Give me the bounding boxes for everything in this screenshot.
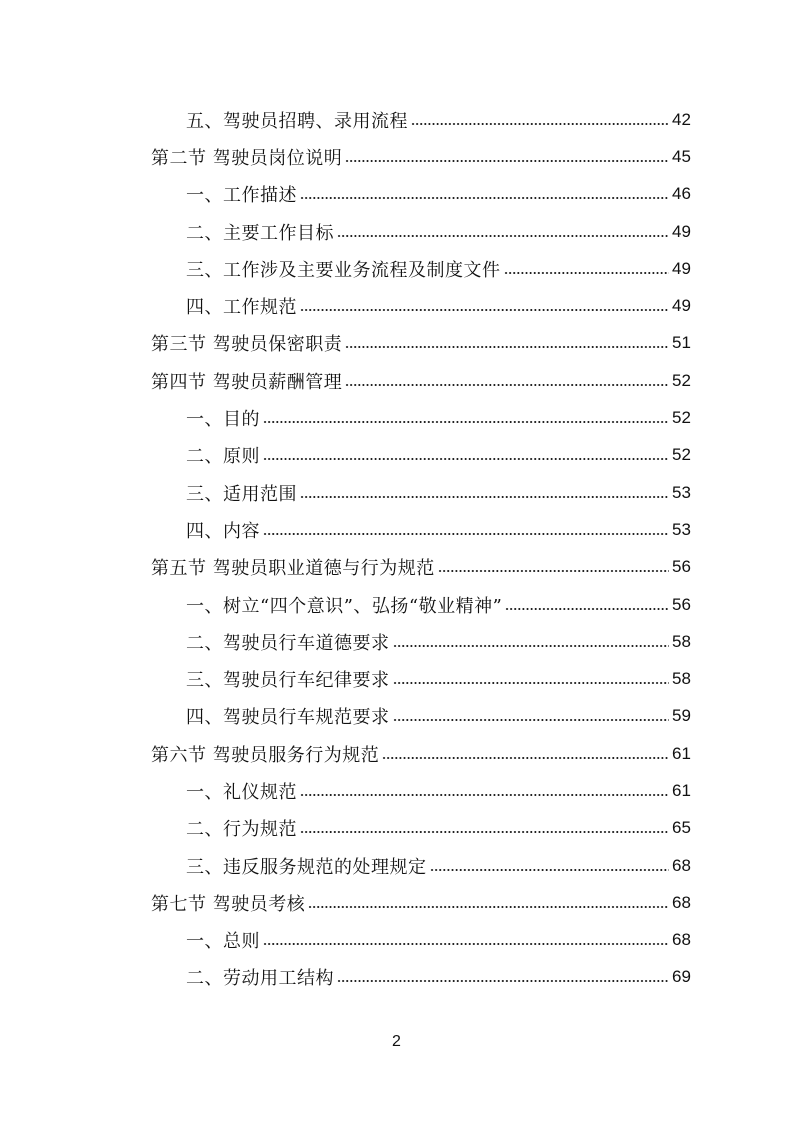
toc-entry-title: 三、违反服务规范的处理规定 <box>186 856 427 878</box>
toc-subsection-entry[interactable] <box>0 399 793 436</box>
toc-entry-page-number: 56 <box>672 557 691 577</box>
toc-entry-title: 四、驾驶员行车规范要求 <box>186 707 390 729</box>
toc-entry-page-number: 49 <box>672 296 691 316</box>
toc-entry-page-number: 49 <box>672 221 691 241</box>
toc-section-entry[interactable] <box>0 362 793 399</box>
toc-entry-page-number: 58 <box>672 631 691 651</box>
toc-entry-title: 二、行为规范 <box>186 819 297 841</box>
toc-entry-page-number: 46 <box>672 184 691 204</box>
toc-dot-leader <box>393 711 670 729</box>
toc-section-entry[interactable] <box>0 884 793 921</box>
toc-entry-title: 第五节 驾驶员职业道德与行为规范 <box>151 558 435 580</box>
toc-subsection-entry[interactable] <box>0 101 793 138</box>
toc-dot-leader <box>345 376 669 394</box>
toc-dot-leader <box>438 562 669 580</box>
toc-section-entry[interactable] <box>0 735 793 772</box>
toc-entry-page-number: 59 <box>672 706 691 726</box>
toc-subsection-entry[interactable] <box>0 474 793 511</box>
toc-dot-leader <box>263 413 669 431</box>
page-number: 2 <box>392 1033 401 1050</box>
toc-dot-leader <box>300 786 669 804</box>
toc-subsection-entry[interactable] <box>0 623 793 660</box>
toc-dot-leader <box>308 898 669 916</box>
toc-entry-title: 一、总则 <box>186 931 260 953</box>
toc-subsection-entry[interactable] <box>0 922 793 959</box>
toc-entry-page-number: 52 <box>672 445 691 465</box>
toc-entry-title: 三、工作涉及主要业务流程及制度文件 <box>186 259 501 281</box>
toc-entry-page-number: 68 <box>672 855 691 875</box>
toc-entry-page-number: 69 <box>672 967 691 987</box>
toc-dot-leader <box>300 301 669 319</box>
toc-entry-title: 第七节 驾驶员考核 <box>151 893 306 915</box>
toc-entry-page-number: 45 <box>672 146 691 166</box>
toc-subsection-entry[interactable] <box>0 586 793 623</box>
toc-dot-leader <box>505 600 669 618</box>
toc-entry-page-number: 56 <box>672 594 691 614</box>
toc-entry-title: 五、驾驶员招聘、录用流程 <box>186 110 408 132</box>
toc-subsection-entry[interactable] <box>0 287 793 324</box>
toc-dot-leader <box>393 674 670 692</box>
toc-dot-leader <box>263 525 669 543</box>
table-of-contents <box>0 101 793 996</box>
toc-entry-page-number: 52 <box>672 370 691 390</box>
toc-subsection-entry[interactable] <box>0 959 793 996</box>
toc-dot-leader <box>337 227 669 245</box>
toc-dot-leader <box>430 861 670 879</box>
toc-entry-page-number: 65 <box>672 818 691 838</box>
toc-subsection-entry[interactable] <box>0 698 793 735</box>
toc-section-entry[interactable] <box>0 549 793 586</box>
toc-entry-title: 二、主要工作目标 <box>186 222 334 244</box>
toc-entry-title: 二、驾驶员行车道德要求 <box>186 632 390 654</box>
toc-entry-page-number: 58 <box>672 669 691 689</box>
toc-subsection-entry[interactable] <box>0 511 793 548</box>
toc-entry-title: 第四节 驾驶员薪酬管理 <box>151 371 343 393</box>
toc-section-entry[interactable] <box>0 138 793 175</box>
toc-subsection-entry[interactable] <box>0 772 793 809</box>
toc-entry-page-number: 68 <box>672 930 691 950</box>
toc-subsection-entry[interactable] <box>0 176 793 213</box>
toc-entry-title: 三、驾驶员行车纪律要求 <box>186 670 390 692</box>
toc-subsection-entry[interactable] <box>0 213 793 250</box>
toc-dot-leader <box>345 152 669 170</box>
toc-entry-page-number: 52 <box>672 408 691 428</box>
toc-entry-title: 一、工作描述 <box>186 185 297 207</box>
toc-entry-title: 三、适用范围 <box>186 483 297 505</box>
toc-dot-leader <box>337 972 669 990</box>
toc-dot-leader <box>300 488 669 506</box>
toc-entry-page-number: 49 <box>672 258 691 278</box>
toc-subsection-entry[interactable] <box>0 660 793 697</box>
toc-subsection-entry[interactable] <box>0 250 793 287</box>
toc-entry-title: 一、树立“四个意识”、弘扬“敬业精神” <box>186 595 503 617</box>
toc-entry-title: 二、原则 <box>186 446 260 468</box>
toc-entry-title: 第三节 驾驶员保密职责 <box>151 334 343 356</box>
toc-entry-page-number: 51 <box>672 333 691 353</box>
toc-entry-title: 二、劳动用工结构 <box>186 968 334 990</box>
toc-dot-leader <box>263 450 669 468</box>
toc-dot-leader <box>382 749 669 767</box>
toc-subsection-entry[interactable] <box>0 437 793 474</box>
toc-entry-title: 一、礼仪规范 <box>186 781 297 803</box>
toc-subsection-entry[interactable] <box>0 810 793 847</box>
toc-entry-title: 四、内容 <box>186 520 260 542</box>
toc-entry-page-number: 61 <box>672 780 691 800</box>
toc-entry-title: 四、工作规范 <box>186 297 297 319</box>
toc-dot-leader <box>300 189 669 207</box>
toc-dot-leader <box>300 823 669 841</box>
toc-subsection-entry[interactable] <box>0 847 793 884</box>
toc-dot-leader <box>393 637 670 655</box>
toc-entry-title: 第二节 驾驶员岗位说明 <box>151 147 343 169</box>
toc-entry-page-number: 42 <box>672 109 691 129</box>
toc-entry-title: 一、目的 <box>186 409 260 431</box>
toc-dot-leader <box>504 264 670 282</box>
toc-entry-page-number: 53 <box>672 482 691 502</box>
toc-dot-leader <box>345 338 669 356</box>
toc-entry-title: 第六节 驾驶员服务行为规范 <box>151 744 380 766</box>
toc-entry-page-number: 61 <box>672 743 691 763</box>
toc-entry-page-number: 53 <box>672 519 691 539</box>
toc-dot-leader <box>411 115 669 133</box>
toc-entry-page-number: 68 <box>672 892 691 912</box>
toc-section-entry[interactable] <box>0 325 793 362</box>
toc-dot-leader <box>263 935 669 953</box>
